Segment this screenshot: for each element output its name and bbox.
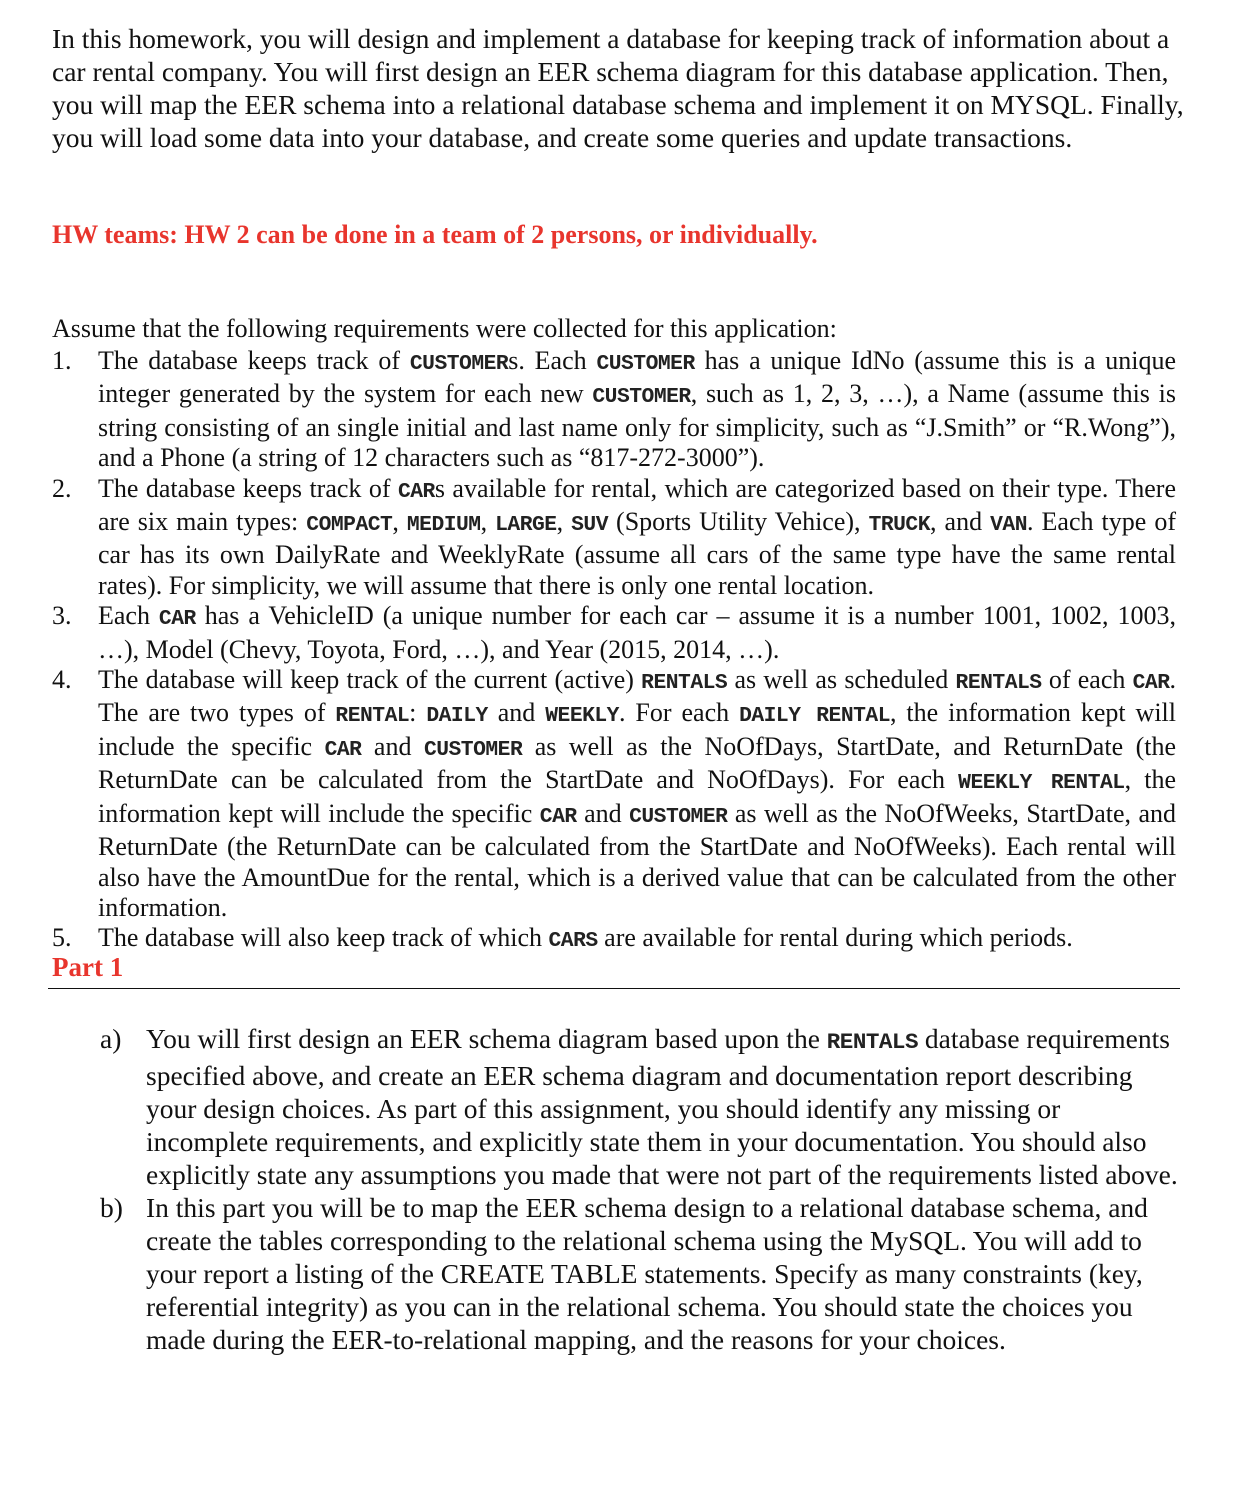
requirement-item bbox=[52, 346, 1176, 474]
text-run: , bbox=[392, 507, 407, 537]
requirement-item bbox=[52, 601, 1176, 665]
requirement-item bbox=[52, 923, 1176, 956]
text-run: , bbox=[556, 507, 572, 537]
entity-term: RENTAL bbox=[335, 704, 410, 729]
task-item bbox=[100, 1022, 1180, 1191]
text-run: and bbox=[576, 798, 630, 828]
text-run: s available for rental, which are categorized based on their type. There are six main types: bbox=[98, 473, 1177, 537]
entity-term: CAR bbox=[158, 607, 196, 632]
entity-term: CAR bbox=[539, 804, 577, 829]
text-run: , such as 1, 2, 3, …), a Name (assume this is string consisting of an single initial and last name only for simplicity, such as “J.Smith” or “R.Wong”), and a Phone (a string of 12 characters such as “817-272-3000”). bbox=[98, 379, 1177, 473]
text-run: has a unique IdNo (assume this is a unique integer generated by the system for each new bbox=[98, 346, 1176, 409]
entity-term: TRUCK bbox=[868, 513, 931, 538]
text-run: : bbox=[409, 698, 427, 728]
task-item bbox=[100, 1191, 1180, 1356]
entity-term: CUSTOMER bbox=[629, 804, 728, 829]
text-run: and bbox=[361, 731, 424, 761]
entity-term: COMPACT bbox=[306, 513, 393, 538]
requirements-list bbox=[52, 346, 1176, 957]
entity-term: RENTALS bbox=[641, 671, 728, 696]
requirement-item bbox=[52, 474, 1176, 602]
text-run: Each bbox=[98, 601, 159, 631]
entity-term: CUSTOMER bbox=[596, 352, 695, 376]
entity-term: CAR bbox=[324, 737, 362, 762]
text-run: of each bbox=[1041, 665, 1133, 695]
entity-term: CUSTOMER bbox=[592, 385, 691, 410]
text-run: In this part you will be to map the EER schema design to a relational database schema, and create the tables corresponding to the relational schema using the MySQL. You will add to your report a listing of the CREATE TABLE statements. Specify as many constraints (key, referential integrity) as you can in the relational schema. You should state the choices you made during the EER-to-relational mapping, and the reasons for your choices. bbox=[146, 1192, 1148, 1355]
text-run: as well as the NoOfDays, StartDate, and ReturnDate (the ReturnDate can be calculated from the StartDate and NoOfDays). For each bbox=[98, 731, 1177, 795]
entity-term: CAR bbox=[1132, 671, 1170, 696]
entity-term: DAILY RENTAL bbox=[739, 704, 890, 729]
text-run: . Each type of car has its own DailyRate and WeeklyRate (assume all cars of the same type have the same rental rates). For simplicity, we will assume that there is only one rental location. bbox=[98, 507, 1176, 600]
text-run: , bbox=[480, 507, 496, 537]
text-run: . For each bbox=[618, 698, 740, 728]
text-run: s. Each bbox=[508, 346, 597, 375]
entity-term: MEDIUM bbox=[406, 513, 481, 538]
entity-term: LARGE bbox=[495, 513, 557, 538]
entity-term: VAN bbox=[990, 513, 1027, 538]
text-run: (Sports Utility Vehice), bbox=[608, 507, 869, 537]
requirement-item bbox=[52, 665, 1176, 923]
entity-term: CUSTOMER bbox=[423, 737, 523, 762]
requirements-lead-in: Assume that the following requirements were collected for this application: bbox=[52, 314, 837, 343]
entity-term: CARS bbox=[548, 929, 598, 954]
text-run: as well as the NoOfWeeks, StartDate, and ReturnDate (the ReturnDate can be calculated from the StartDate and NoOfWeeks). Each rental will also have the AmountDue for the rental, which is a derived value that can be calculated from the other information. bbox=[98, 798, 1176, 922]
part-1-tasks bbox=[100, 1022, 1180, 1356]
text-run: You will first design an EER schema diagram based upon the bbox=[146, 1023, 827, 1054]
hw-teams-note: HW teams: HW 2 can be done in a team of 2 persons, or individually. bbox=[52, 220, 818, 249]
text-run: , the information kept will include the specific bbox=[98, 765, 1177, 828]
text-run: has a VehicleID (a unique number for each car – assume it is a number 1001, 1002, 1003, …), Model (Chevy, Toyota, Ford, …), and Year (2015, 2014, …). bbox=[98, 601, 1176, 664]
text-run: as well as scheduled bbox=[727, 665, 956, 695]
text-run: are available for rental during which periods. bbox=[597, 923, 1073, 953]
text-run: The database will keep track of the current (active) bbox=[98, 665, 642, 695]
text-run: , the information kept will include the specific bbox=[98, 698, 1176, 761]
text-run: . The are two types of bbox=[98, 665, 1177, 728]
entity-term: CUSTOMER bbox=[409, 352, 509, 376]
text-run: database requirements specified above, and create an EER schema diagram and documentation report describing your design choices. As part of this assignment, you should identify any missing or incomplete requirements, and explicitly state them in your documentation. You should also explicitly state any assumptions you made that were not part of the requirements listed above. bbox=[146, 1023, 1178, 1190]
task-letter: a) bbox=[100, 1023, 122, 1054]
entity-term: WEEKLY bbox=[545, 704, 619, 729]
requirement-number: 2. bbox=[52, 473, 72, 503]
part-1-heading: Part 1 bbox=[52, 952, 124, 982]
text-run: and bbox=[487, 698, 546, 728]
entity-term: RENTALS bbox=[955, 671, 1042, 696]
requirement-number: 4. bbox=[52, 665, 72, 695]
requirement-number: 5. bbox=[52, 923, 72, 953]
entity-term: WEEKLY RENTAL bbox=[958, 771, 1125, 796]
entity-term: DAILY bbox=[426, 704, 488, 729]
entity-term: SUV bbox=[571, 513, 608, 538]
text-run: The database keeps track of bbox=[98, 473, 398, 503]
section-divider bbox=[48, 988, 1180, 989]
entity-term: CAR bbox=[397, 479, 435, 504]
entity-term: RENTALS bbox=[826, 1029, 918, 1055]
requirement-number: 3. bbox=[52, 601, 72, 631]
text-run: The database keeps track of bbox=[98, 346, 410, 375]
requirement-number: 1. bbox=[52, 346, 72, 375]
task-letter: b) bbox=[100, 1192, 123, 1223]
text-run: , and bbox=[930, 507, 991, 537]
intro-paragraph: In this homework, you will design and implement a database for keeping track of information about a car rental company. You will first design an EER schema diagram for this database application. Then, you will map the EER schema into a relational database schema and implement it on MYSQL. Finally, you will load some data into your database, and create some queries and update transactions. bbox=[52, 23, 1184, 153]
text-run: The database will also keep track of which bbox=[98, 923, 549, 953]
